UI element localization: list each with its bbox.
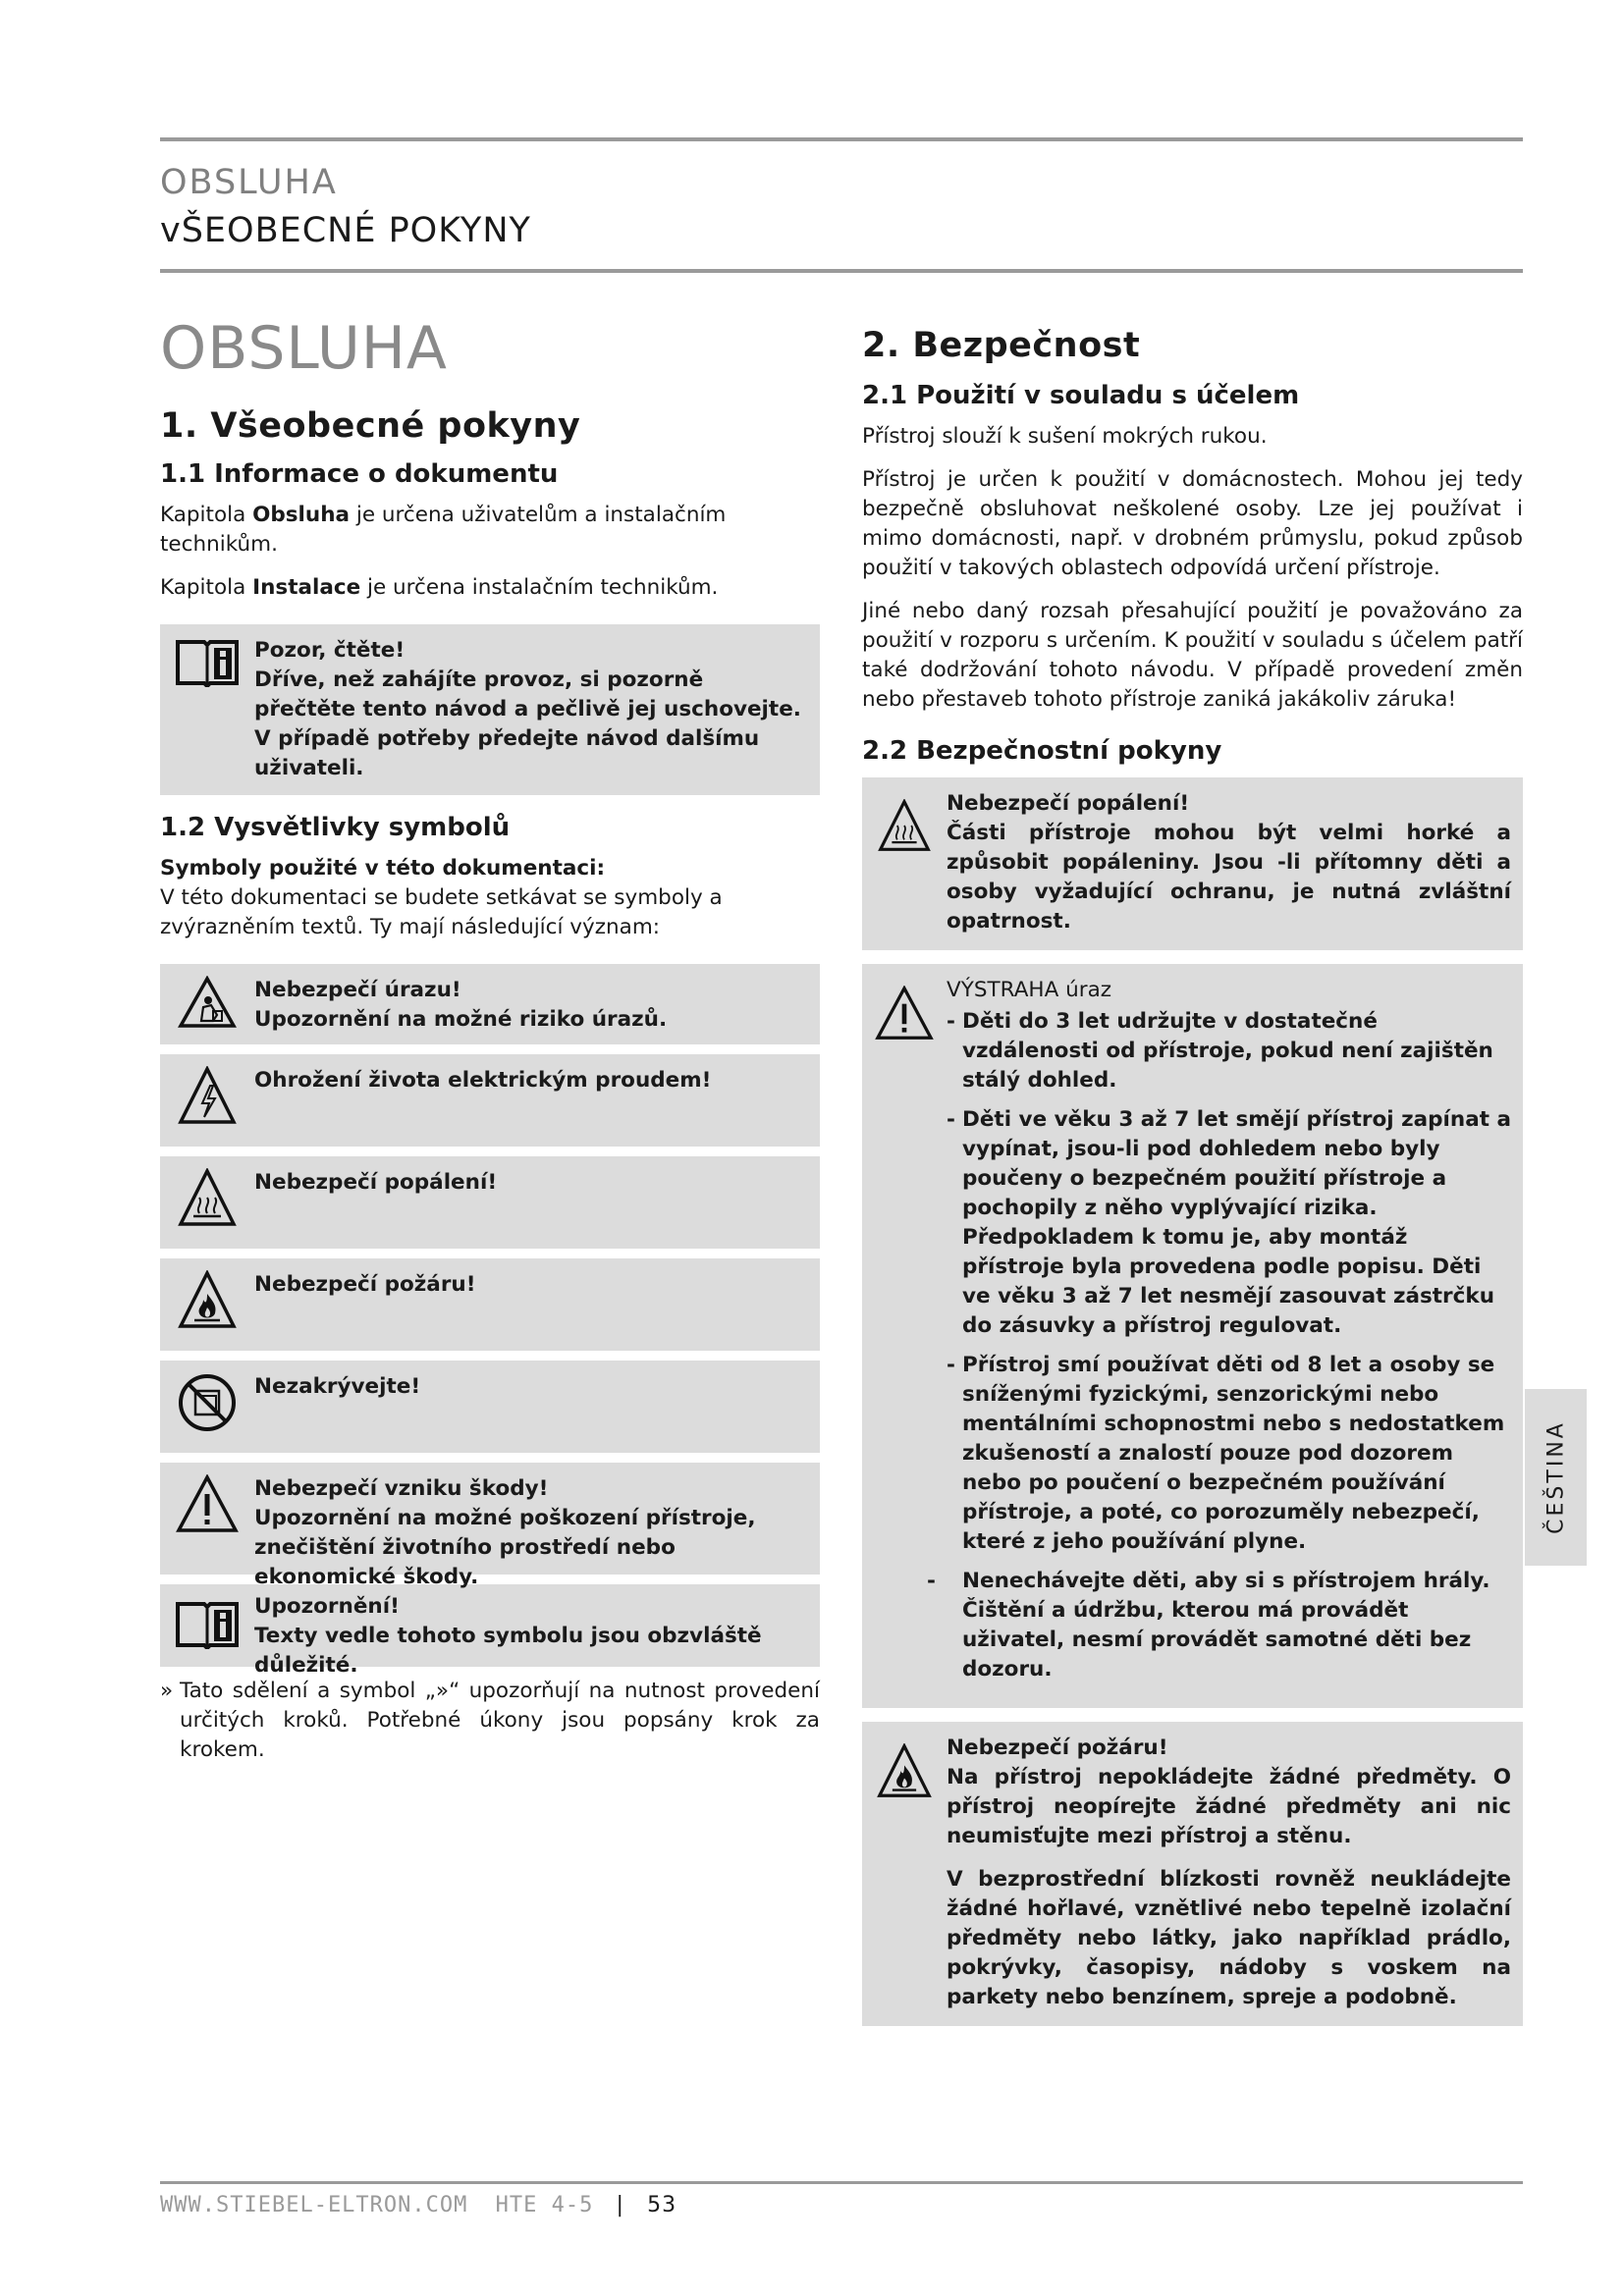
left-column bbox=[160, 314, 820, 1765]
footer-rule bbox=[160, 2181, 1523, 2184]
hot-surface-icon bbox=[160, 1156, 254, 1227]
damage-warning-icon bbox=[160, 1463, 254, 1533]
warning-item: - Děti do 3 let udržujte v dostatečné vzdálenosti od přístroje, pokud není zajištěn stálý dohled. bbox=[947, 1007, 1511, 1095]
fire-warning-box bbox=[862, 1722, 1523, 2026]
symbol-burn-title: Nebezpečí popálení! bbox=[254, 1170, 498, 1195]
subsection-heading-2-1: 2.1 Použití v souladu s účelem bbox=[862, 381, 1300, 410]
read-notice-box bbox=[160, 624, 820, 795]
warning-item: - Nenechávejte děti, aby si s přístrojem hrály. Čištění a údržbu, kterou má provádět uživatel, nesmí provádět samotné děti bez dozoru. bbox=[927, 1567, 1511, 1684]
burn-warning-title: Nebezpečí popálení! bbox=[947, 791, 1190, 816]
symbol-notice-title: Upozornění! bbox=[254, 1594, 400, 1619]
warning-item: - Přístroj smí používat děti od 8 let a osoby se sníženými fyzickými, senzorickými nebo mentálními schopnostmi nebo s nedostatkem zkušeností a znalostí pouze pod dozorem nebo po poučení o bezpečném používání přístroje, a poté, co porozuměly nebezpečí, které z jeho používání plyne. bbox=[947, 1351, 1511, 1557]
symbol-row-nocover bbox=[160, 1361, 820, 1453]
injury-warning-title: VÝSTRAHA úraz bbox=[947, 978, 1112, 1002]
subsection-heading-2-2: 2.2 Bezpečnostní pokyny bbox=[862, 736, 1222, 766]
footer-url: WWW.STIEBEL-ELTRON.COM bbox=[160, 2193, 468, 2217]
warning-item: - Děti ve věku 3 až 7 let smějí přístroj zapínat a vypínat, jsou-li pod dohledem nebo byly poučeny o bezpečném použití přístroje a pochopily z něho vyplývající rizika. Předpokladem k tomu je, aby montáž přístroje byla provedena podle popisu. Děti ve věku 3 až 7 let nesmějí zasouvat zástrčku do zásuvky a přístroj regulovat. bbox=[947, 1105, 1511, 1341]
fire-warning-text-2: V bezprostřední blízkosti rovněž neukládejte žádné hořlavé, vznětlivé nebo tepelně izolační předměty nebo látky, jako například prádlo, pokrývky, časopisy, nádoby s voskem na parkety nebo benzínem, spreje a podobně. bbox=[947, 1867, 1511, 2009]
symbol-damage-text: Upozornění na možné poškození přístroje, znečištění životního prostředí nebo ekonomické škody. bbox=[254, 1506, 756, 1589]
paragraph-misuse: Jiné nebo daný rozsah přesahující použití je považováno za použití v rozporu s určením. K použití v souladu s účelem patří také dodržování tohoto návodu. V případě provedení změn nebo přestaveb tohoto přístroje zaniká jakákoliv záruka! bbox=[862, 599, 1523, 712]
symbol-row-injury bbox=[160, 964, 820, 1044]
fire-warning-text-1: Na přístroj nepokládejte žádné předměty. O přístroj neopírejte žádné předměty ani nic neumisťujte mezi přístroj a stěnu. bbox=[947, 1765, 1511, 1848]
read-manual-icon bbox=[160, 624, 254, 687]
symbol-row-damage bbox=[160, 1463, 820, 1589]
burn-warning-box bbox=[862, 777, 1523, 950]
symbol-injury-text: Upozornění na možné riziko úrazů. bbox=[254, 1007, 668, 1032]
subsection-heading-1-2: 1.2 Vysvětlivky symbolů bbox=[160, 813, 511, 842]
page-number: 53 bbox=[647, 2193, 677, 2217]
fire-warning-title: Nebezpečí požáru! bbox=[947, 1735, 1168, 1760]
footer-separator: | bbox=[613, 2193, 627, 2217]
section-heading-2: 2. Bezpečnost bbox=[862, 326, 1141, 365]
symbol-row-electric bbox=[160, 1054, 820, 1147]
language-tab-label: ČEŠTINA bbox=[1543, 1420, 1568, 1534]
step-note-text: Tato sdělení a symbol „»“ upozorňují na nutnost provedení určitých kroků. Potřebné úkony jsou popsány krok za krokem. bbox=[180, 1679, 820, 1762]
paragraph-obsluha: Kapitola Obsluha je určena uživatelům a instalačním technikům. bbox=[160, 503, 727, 557]
header-rule-bottom bbox=[160, 269, 1523, 273]
electric-shock-icon bbox=[160, 1054, 254, 1125]
paragraph-purpose: Přístroj slouží k sušení mokrých rukou. bbox=[862, 424, 1268, 449]
chapter-title: OBSLUHA bbox=[160, 314, 448, 383]
symbol-row-notice bbox=[160, 1584, 820, 1678]
subsection-heading-1-1: 1.1 Informace o dokumentu bbox=[160, 459, 559, 489]
footer-model: HTE 4-5 bbox=[495, 2193, 594, 2217]
step-instruction-note bbox=[160, 1677, 820, 1765]
do-not-cover-icon bbox=[160, 1361, 254, 1433]
paragraph-household-use: Přístroj je určen k použití v domácnostech. Mohou jej tedy bezpečně obsluhovat neškolené osoby. Lze jej používat i mimo domácnosti, např. v drobném průmyslu, pokud způsob použití v takových oblastech odpovídá určení přístroje. bbox=[862, 467, 1523, 580]
paragraph-instalace: Kapitola Instalace je určena instalačním technikům. bbox=[160, 575, 719, 600]
running-header-section: OBSLUHA bbox=[160, 163, 338, 202]
symbol-nocover-title: Nezakrývejte! bbox=[254, 1374, 421, 1399]
fire-warning-icon bbox=[862, 1722, 947, 1798]
step-marker: » bbox=[160, 1679, 174, 1703]
symbol-row-fire bbox=[160, 1258, 820, 1351]
injury-warning-icon bbox=[160, 964, 254, 1029]
symbol-electric-title: Ohrožení života elektrickým proudem! bbox=[254, 1068, 712, 1093]
header-rule-top bbox=[160, 137, 1523, 141]
fire-warning-icon bbox=[160, 1258, 254, 1329]
symbol-damage-title: Nebezpečí vzniku škody! bbox=[254, 1476, 549, 1501]
burn-warning-text: Části přístroje mohou být velmi horké a způsobit popáleniny. Jsou -li přítomny děti a osoby vyžadující ochranu, je nutná zvláštní opatrnost. bbox=[947, 821, 1511, 934]
symbol-row-burn bbox=[160, 1156, 820, 1249]
language-tab bbox=[1525, 1389, 1587, 1566]
section-heading-1: 1. Všeobecné pokyny bbox=[160, 406, 581, 446]
symbols-intro: V této dokumentaci se budete setkávat se symboly a zvýrazněním textů. Ty mají následující význam: bbox=[160, 885, 723, 939]
symbol-injury-title: Nebezpečí úrazu! bbox=[254, 978, 461, 1002]
injury-warning-list bbox=[947, 1007, 1511, 1684]
hot-surface-icon bbox=[862, 777, 947, 852]
running-header-subsection: vŠEOBECNÉ POKYNY bbox=[160, 211, 531, 250]
general-warning-icon bbox=[862, 964, 947, 1041]
read-notice-text: Dříve, než zahájíte provoz, si pozorně přečtěte tento návod a pečlivě jej uschovejte. V případě potřeby předejte návod dalšímu uživateli. bbox=[254, 667, 801, 780]
info-book-icon bbox=[160, 1584, 254, 1649]
right-column bbox=[862, 326, 1523, 2036]
symbols-lead: Symboly použité v této dokumentaci: bbox=[160, 856, 606, 881]
injury-warning-box bbox=[862, 964, 1523, 1708]
symbol-fire-title: Nebezpečí požáru! bbox=[254, 1272, 476, 1297]
page-footer bbox=[160, 2193, 677, 2217]
symbol-notice-text: Texty vedle tohoto symbolu jsou obzvláště důležité. bbox=[254, 1624, 762, 1678]
read-notice-title: Pozor, čtěte! bbox=[254, 638, 406, 663]
